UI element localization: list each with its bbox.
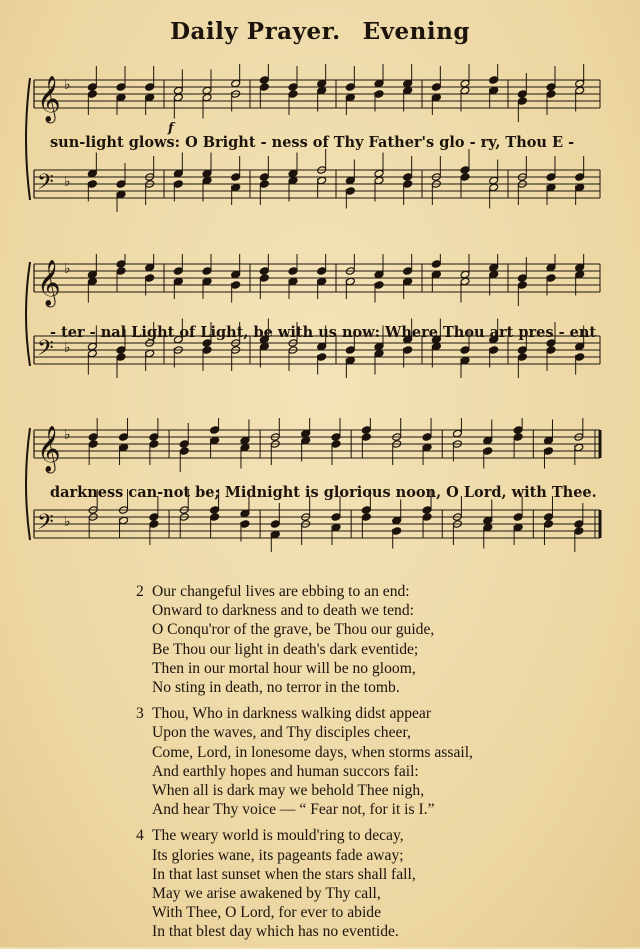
note-head [231,79,241,88]
note-head [431,270,441,279]
note-head [210,436,220,445]
lyric-line-3: darkness can-not be; Midnight is glorious noon, O Lord, with Thee. [50,484,597,501]
note-head [317,353,327,362]
note-head [173,86,183,95]
note-head [149,433,159,442]
note-head [119,433,129,442]
note-head [361,426,371,435]
note-head [489,86,499,95]
note-head [145,83,155,92]
note-head [202,277,212,286]
key-signature-flat-icon: ♭ [64,77,71,94]
note-head [513,513,523,522]
note-head [259,83,269,92]
verse-line: Our changeful lives are ebbing to an end: [152,583,410,600]
verse-line: And earthly hopes and human succors fail: [152,762,419,780]
note-head [546,274,556,283]
note-head [231,270,241,279]
verse-line: No sting in death, no terror in the tomb. [152,679,400,697]
treble-staff-2 [34,254,600,308]
note-head [88,433,98,442]
note-head [489,263,499,272]
note-head [87,349,97,358]
note-head [173,93,183,102]
treble-clef-icon: 𝄞 [37,426,61,472]
verse-line: Its glories wane, its pageants fade away; [152,846,404,864]
bass-clef-icon: 𝄢 [37,170,54,200]
note-head [374,342,384,351]
note-head [546,90,556,99]
note-head [460,79,470,88]
note-head [345,176,355,185]
note-head [202,267,212,276]
title-right: Evening [362,18,470,45]
note-head [374,281,384,290]
note-head [546,183,556,192]
note-head [403,86,413,95]
note-head [422,506,432,515]
treble-staff-3 [34,418,600,474]
note-head [145,274,155,283]
note-head [317,342,327,351]
note-head [317,86,327,95]
note-head [460,86,470,95]
note-head [149,513,159,522]
note-head [374,270,384,279]
note-head [331,433,341,442]
verse-line: Come, Lord, in lonesome days, when storms assail, [152,743,473,761]
page-title [0,18,640,45]
note-head [517,90,527,99]
note-head [231,173,241,182]
note-head [145,93,155,102]
note-head [489,270,499,279]
note-head [179,447,189,456]
note-head [431,93,441,102]
note-head [483,516,493,525]
note-head [259,342,269,351]
note-head [483,436,493,445]
note-head [452,429,462,438]
note-head [202,176,212,185]
verse-2 [136,582,556,697]
note-head [87,277,97,286]
note-head [116,83,126,92]
note-head [460,166,470,175]
verse-line: Be Thou our light in death's dark eventide; [152,640,419,658]
treble-clef-icon: 𝄞 [37,76,61,122]
note-head [431,260,441,269]
note-head [317,267,327,276]
note-head [403,267,413,276]
note-head [517,281,527,290]
verse-line: And hear Thy voice — “ Fear not, for it is I.” [152,801,435,819]
note-head [361,506,371,515]
note-head [116,190,126,199]
note-head [173,267,183,276]
note-head [231,183,241,192]
note-head [202,346,212,355]
note-head [543,436,553,445]
verse-number: 4 [136,827,144,845]
note-head [575,86,585,95]
note-head [202,86,212,95]
note-head [489,183,499,192]
verse-line: Onward to darkness and to death we tend: [152,602,414,620]
note-head [231,281,241,290]
note-head [173,169,183,178]
note-head [87,270,97,279]
note-head [317,79,327,88]
note-head [317,277,327,286]
note-head [361,433,371,442]
note-head [431,83,441,92]
note-head [301,429,311,438]
note-head [288,83,298,92]
treble-clef-icon: 𝄞 [37,260,61,306]
note-head [210,506,220,515]
note-head [489,76,499,85]
note-head [173,180,183,189]
note-head [145,349,155,358]
note-head [543,513,553,522]
verse-line: The weary world is mould'ring to decay, [152,827,404,845]
note-head [288,277,298,286]
note-head [483,523,493,532]
note-head [546,346,556,355]
note-head [288,267,298,276]
note-head [460,270,470,279]
note-head [575,173,585,182]
note-head [202,93,212,102]
note-head [345,187,355,196]
note-head [270,520,280,529]
verse-line: Upon the waves, and Thy disciples cheer, [152,724,411,742]
note-head [489,176,499,185]
note-head [513,433,523,442]
note-head [345,277,355,286]
dynamic-forte: f [168,121,174,136]
note-head [431,342,441,351]
note-head [392,527,402,536]
note-head [403,277,413,286]
verse-line: Then in our mortal hour will be no gloom, [152,659,416,677]
note-head [374,79,384,88]
verse-line: Thou, Who in darkness walking didst appear [152,705,432,723]
note-head [546,263,556,272]
note-head [116,180,126,189]
lyric-line-2: - ter - nal Light of Light, be with us now: Where Thou art pres - ent [50,324,597,341]
verses-block [136,582,556,949]
note-head [422,513,432,522]
note-head [259,180,269,189]
bass-clef-icon: 𝄢 [37,510,54,540]
note-head [173,277,183,286]
note-head [546,83,556,92]
verse-3 [136,704,556,819]
note-head [259,76,269,85]
note-head [87,169,97,178]
note-head [422,443,432,452]
bass-staff-1 [34,149,600,212]
note-head [240,436,250,445]
note-head [288,90,298,99]
note-head [392,516,402,525]
verse-4 [136,826,556,941]
note-head [179,440,189,449]
note-head [119,516,129,525]
note-head [116,260,126,269]
note-head [403,346,413,355]
note-head [331,513,341,522]
note-head [575,353,585,362]
note-head [270,530,280,539]
note-head [543,447,553,456]
note-head [543,520,553,529]
verse-number: 3 [136,705,144,723]
note-head [317,176,327,185]
note-head [575,79,585,88]
note-head [460,277,470,286]
note-head [460,173,470,182]
note-head [574,443,584,452]
system-brace [26,78,30,200]
note-head [374,176,384,185]
note-head [145,263,155,272]
treble-staff-1 [34,64,600,124]
key-signature-flat-icon: ♭ [64,427,71,444]
note-head [345,93,355,102]
note-head [345,83,355,92]
note-head [517,97,527,106]
note-head [87,180,97,189]
note-head [259,267,269,276]
note-head [574,520,584,529]
note-head [149,520,159,529]
note-head [403,79,413,88]
note-head [288,169,298,178]
note-head [345,346,355,355]
note-head [116,346,126,355]
note-head [210,513,220,522]
note-head [87,90,97,99]
bass-clef-icon: 𝄢 [37,336,54,366]
note-head [259,173,269,182]
note-head [116,267,126,276]
note-head [489,346,499,355]
key-signature-flat-icon: ♭ [64,514,71,531]
note-head [240,443,250,452]
note-head [513,426,523,435]
note-head [575,183,585,192]
verse-number: 2 [136,583,144,600]
note-head [119,443,129,452]
verse-line: May we arise awakened by Thy call, [152,885,381,903]
verse-line: With Thee, O Lord, for ever to abide [152,904,382,922]
note-head [374,349,384,358]
verse-line: In that blest day which has no eventide. [152,923,399,941]
verse-line: O Conqu'ror of the grave, be Thou our guide, [152,621,435,639]
note-head [374,90,384,99]
system-brace [26,428,30,540]
note-head [202,169,212,178]
note-head [240,509,250,518]
note-head [345,356,355,365]
key-signature-flat-icon: ♭ [64,174,71,191]
note-head [575,342,585,351]
verse-line: In that last sunset when the stars shall fall, [152,865,416,883]
note-head [517,346,527,355]
key-signature-flat-icon: ♭ [64,261,71,278]
note-head [361,513,371,522]
note-head [331,523,341,532]
verse-line: When all is dark may we behold Thee nigh, [152,782,425,800]
note-head [575,270,585,279]
system-brace [26,262,30,366]
lyric-line-1: sun-light glows: O Bright - ness of Thy Father's glo - ry, Thou E - [50,134,575,151]
note-head [259,274,269,283]
note-head [403,173,413,182]
note-head [87,83,97,92]
note-head [116,353,126,362]
note-head [422,433,432,442]
note-head [301,436,311,445]
key-signature-flat-icon: ♭ [64,340,71,357]
note-head [575,263,585,272]
note-head [210,426,220,435]
note-head [149,440,159,449]
note-head [546,173,556,182]
note-head [483,447,493,456]
note-head [460,356,470,365]
note-head [288,176,298,185]
note-head [517,274,527,283]
note-head [403,180,413,189]
note-head [374,169,384,178]
note-head [331,440,341,449]
note-head [88,440,98,449]
note-head [574,527,584,536]
note-head [87,342,97,351]
note-head [517,353,527,362]
note-head [240,520,250,529]
note-head [513,523,523,532]
note-head [116,93,126,102]
note-head [460,346,470,355]
title-left: Daily Prayer. [170,18,341,45]
